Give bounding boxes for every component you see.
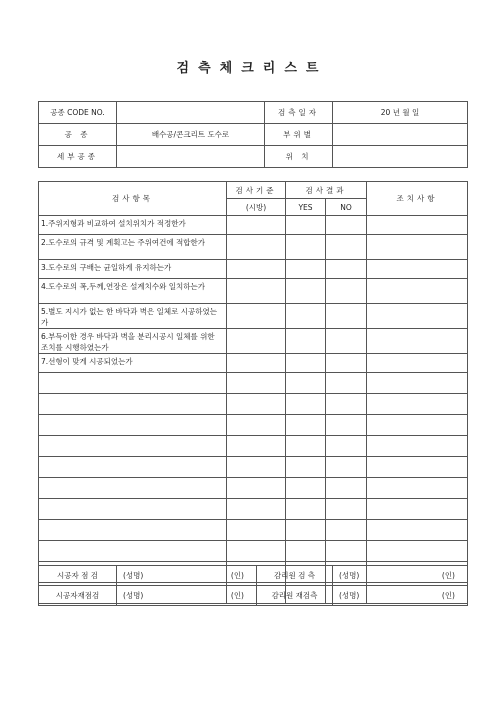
- checklist-row: [39, 279, 468, 304]
- check-item: 6.부득이한 경우 바닥과 벽을 분리시공시 일체를 위한 조치를 시행하였는가: [39, 329, 227, 354]
- signature-row: [39, 566, 468, 586]
- checklist-row: [39, 520, 468, 541]
- name-label: (성명): [339, 571, 360, 580]
- check-action[interactable]: [367, 499, 468, 520]
- check-no[interactable]: [326, 415, 367, 436]
- check-yes[interactable]: [286, 235, 326, 260]
- checklist-row: [39, 304, 468, 329]
- seal-label: (인): [230, 571, 244, 580]
- check-yes[interactable]: [286, 457, 326, 478]
- checklist-row: [39, 394, 468, 415]
- check-action[interactable]: [367, 541, 468, 562]
- work-type-label: 공 종: [39, 124, 117, 146]
- check-action[interactable]: [367, 216, 468, 235]
- date-label: 검측일자: [265, 102, 333, 124]
- check-no[interactable]: [326, 499, 367, 520]
- check-no[interactable]: [326, 235, 367, 260]
- location-value[interactable]: [333, 146, 468, 168]
- check-item: 4.도수로의 폭,두께,연장은 설계치수와 일치하는가: [39, 279, 227, 304]
- info-table: [38, 101, 468, 168]
- checklist-row: [39, 415, 468, 436]
- check-action[interactable]: [367, 457, 468, 478]
- check-item: [39, 373, 227, 394]
- check-standard[interactable]: [227, 304, 286, 329]
- item-header: 검사항목: [39, 182, 227, 216]
- sub-work-value[interactable]: [117, 146, 265, 168]
- name-label: (성명): [123, 591, 144, 600]
- check-standard[interactable]: [227, 216, 286, 235]
- check-no[interactable]: [326, 279, 367, 304]
- check-item: [39, 541, 227, 562]
- checklist-row: [39, 354, 468, 373]
- check-no[interactable]: [326, 373, 367, 394]
- name-label: (성명): [339, 591, 360, 600]
- check-action[interactable]: [367, 235, 468, 260]
- check-yes[interactable]: [286, 279, 326, 304]
- check-item: [39, 457, 227, 478]
- checklist-row: [39, 436, 468, 457]
- check-yes[interactable]: [286, 394, 326, 415]
- check-no[interactable]: [326, 520, 367, 541]
- check-item: [39, 478, 227, 499]
- contractor-recheck-sign[interactable]: [117, 586, 257, 606]
- supervisor-inspect-sign[interactable]: [333, 566, 468, 586]
- check-action[interactable]: [367, 520, 468, 541]
- check-standard[interactable]: [227, 436, 286, 457]
- seal-label: (인): [230, 591, 244, 600]
- name-label: (성명): [123, 571, 144, 580]
- check-yes[interactable]: [286, 216, 326, 235]
- supervisor-inspect-label: 감리원 검 측: [257, 566, 333, 586]
- check-no[interactable]: [326, 216, 367, 235]
- check-yes[interactable]: [286, 354, 326, 373]
- checklist-row: [39, 373, 468, 394]
- seal-label: (인): [441, 591, 455, 600]
- checklist-row: [39, 216, 468, 235]
- check-item: [39, 436, 227, 457]
- result-header: 검사결과: [286, 182, 367, 199]
- check-standard[interactable]: [227, 279, 286, 304]
- check-standard[interactable]: [227, 499, 286, 520]
- work-type-value[interactable]: 배수공/콘크리트 도수로: [117, 124, 265, 146]
- check-no[interactable]: [326, 478, 367, 499]
- checklist-row: [39, 457, 468, 478]
- info-row: [39, 102, 468, 124]
- info-row: [39, 124, 468, 146]
- checklist-row: [39, 260, 468, 279]
- check-yes[interactable]: [286, 499, 326, 520]
- check-item: 3.도수로의 구배는 균일하게 유지하는가: [39, 260, 227, 279]
- check-standard[interactable]: [227, 415, 286, 436]
- check-item: 5.별도 지시가 없는 한 바닥과 벽은 일체로 시공하였는가: [39, 304, 227, 329]
- check-no[interactable]: [326, 329, 367, 354]
- check-action[interactable]: [367, 329, 468, 354]
- standard-header: 검사기준: [227, 182, 286, 199]
- check-item: [39, 394, 227, 415]
- supervisor-reinspect-label: 감리원 재검측: [257, 586, 333, 606]
- contractor-check-sign[interactable]: [117, 566, 257, 586]
- supervisor-reinspect-sign[interactable]: [333, 586, 468, 606]
- check-item: 2.도수로의 규격 및 계획고는 주위여건에 적합한가: [39, 235, 227, 260]
- check-action[interactable]: [367, 478, 468, 499]
- location-label: 위 치: [265, 146, 333, 168]
- check-action[interactable]: [367, 436, 468, 457]
- checklist-row: [39, 329, 468, 354]
- checklist-row: [39, 235, 468, 260]
- check-yes[interactable]: [286, 329, 326, 354]
- check-item: 1.주위지형과 비교하여 설치위치가 적정한가: [39, 216, 227, 235]
- check-no[interactable]: [326, 541, 367, 562]
- check-no[interactable]: [326, 394, 367, 415]
- part-value[interactable]: [333, 124, 468, 146]
- check-action[interactable]: [367, 394, 468, 415]
- info-row: [39, 146, 468, 168]
- check-item: 7.선형이 맞게 시공되었는가: [39, 354, 227, 373]
- contractor-check-label: 시공자 점 검: [39, 566, 117, 586]
- check-item: [39, 520, 227, 541]
- sub-work-label: 세부공종: [39, 146, 117, 168]
- check-standard[interactable]: [227, 394, 286, 415]
- check-yes[interactable]: [286, 304, 326, 329]
- check-standard[interactable]: [227, 541, 286, 562]
- check-no[interactable]: [326, 304, 367, 329]
- check-standard[interactable]: [227, 260, 286, 279]
- check-standard[interactable]: [227, 235, 286, 260]
- code-label: 공종 CODE NO.: [39, 102, 117, 124]
- page-title: 검측체크리스트: [176, 61, 328, 76]
- check-item: [39, 499, 227, 520]
- check-item: [39, 415, 227, 436]
- check-yes[interactable]: [286, 436, 326, 457]
- checklist-table: [38, 181, 468, 604]
- date-value[interactable]: 20 년 월 일: [333, 102, 468, 124]
- part-label: 부위별: [265, 124, 333, 146]
- signature-row: [39, 586, 468, 606]
- contractor-recheck-label: 시공자재점검: [39, 586, 117, 606]
- check-standard[interactable]: [227, 329, 286, 354]
- signature-table: [38, 565, 468, 606]
- check-yes[interactable]: [286, 478, 326, 499]
- check-action[interactable]: [367, 373, 468, 394]
- standard-subheader: (시방): [227, 199, 286, 216]
- checklist-header: [39, 182, 468, 199]
- check-standard[interactable]: [227, 457, 286, 478]
- check-no[interactable]: [326, 457, 367, 478]
- check-no[interactable]: [326, 354, 367, 373]
- check-yes[interactable]: [286, 520, 326, 541]
- code-value[interactable]: [117, 102, 265, 124]
- check-action[interactable]: [367, 260, 468, 279]
- check-yes[interactable]: [286, 373, 326, 394]
- action-header: 조치사항: [367, 182, 468, 216]
- check-action[interactable]: [367, 279, 468, 304]
- yes-header: YES: [286, 199, 326, 216]
- check-yes[interactable]: [286, 541, 326, 562]
- check-yes[interactable]: [286, 415, 326, 436]
- check-no[interactable]: [326, 436, 367, 457]
- check-standard[interactable]: [227, 373, 286, 394]
- checklist-row: [39, 478, 468, 499]
- no-header: NO: [326, 199, 367, 216]
- check-action[interactable]: [367, 354, 468, 373]
- checklist-row: [39, 499, 468, 520]
- checklist-row: [39, 541, 468, 562]
- check-no[interactable]: [326, 260, 367, 279]
- check-yes[interactable]: [286, 260, 326, 279]
- seal-label: (인): [441, 571, 455, 580]
- check-standard[interactable]: [227, 520, 286, 541]
- check-standard[interactable]: [227, 478, 286, 499]
- check-action[interactable]: [367, 415, 468, 436]
- check-action[interactable]: [367, 304, 468, 329]
- check-standard[interactable]: [227, 354, 286, 373]
